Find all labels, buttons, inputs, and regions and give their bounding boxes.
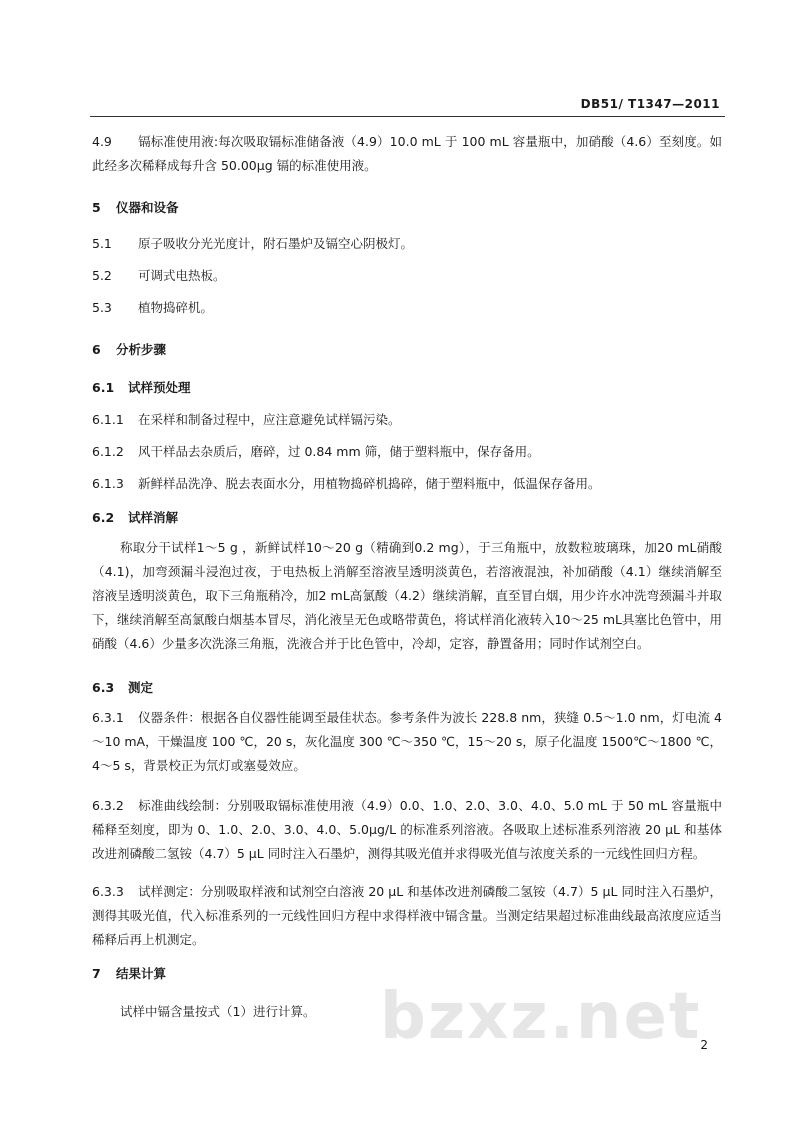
section-title: 结果计算	[116, 966, 167, 981]
clause-number: 6.3.1	[92, 710, 124, 725]
clause-number: 5.3	[92, 300, 112, 315]
section-title: 仪器和设备	[116, 200, 179, 215]
page-number: 2	[700, 1038, 708, 1052]
subsection-number: 6.2	[92, 510, 115, 525]
clause-number: 6.3.3	[92, 884, 124, 899]
clause-number: 6.1.1	[92, 412, 124, 427]
clause-text: 镉标准使用液:每次吸取镉标准储备液（4.9）10.0 mL 于 100 mL 容量瓶中，加硝酸（4.6）至刻度。如此经多次稀释成每升含 50.00μg 镉的标准使用液。	[92, 134, 722, 173]
clause-text: 在采样和制备过程中，应注意避免试样镉污染。	[138, 412, 401, 427]
clause-text: 植物捣碎机。	[138, 300, 214, 315]
clause-6-3-2	[92, 794, 722, 866]
clause-number: 6.1.3	[92, 476, 124, 491]
clause-text: 风干样品去杂质后，磨碎，过 0.84 mm 筛，储于塑料瓶中，保存备用。	[138, 444, 540, 459]
clause-text: 新鲜样品洗净、脱去表面水分，用植物捣碎机捣碎，储于塑料瓶中，低温保存备用。	[138, 476, 601, 491]
header-rule	[90, 116, 725, 117]
subsection-title: 测定	[128, 680, 154, 695]
subsection-6-3-heading	[92, 676, 722, 700]
clause-5-2	[92, 264, 722, 288]
clause-6-2-body: 称取分干试样1～5 g ，新鲜试样10～20 g（精确到0.2 mg），于三角瓶中，放数粒玻璃珠，加20 mL硝酸（4.1)，加弯颈漏斗浸泡过夜，于电热板上消解至溶液呈透明淡黄色，若溶液混浊，补加硝酸（4.1）继续消解至溶液呈透明淡黄色，取下三角瓶稍冷，加2 mL高氯酸（4.2）继续消解，直至冒白烟，用少许水冲洗弯颈漏斗并取下，继续消解至高氯酸白烟基本冒尽，消化液呈无色或略带黄色，将试样消化液转入10～25 mL具塞比色管中，用硝酸（4.6）少量多次洗涤三角瓶，洗液合并于比色管中，冷却，定容，静置备用；同时作试剂空白。	[92, 540, 722, 651]
clause-5-3	[92, 296, 722, 320]
site-watermark: bzxz.net	[380, 980, 702, 1054]
clause-4-9	[92, 130, 722, 178]
clause-text: 仪器条件：根据各自仪器性能调至最佳状态。参考条件为波长 228.8 nm，狭缝 0.5～1.0 nm，灯电流 4～10 mA，干燥温度 100 ℃，20 s，灰化温度 300 ℃～350 ℃，15～20 s，原子化温度 1500℃～1800 ℃，4～5 s，背景校正为氘灯或塞曼效应。	[92, 710, 722, 773]
clause-6-3-1	[92, 706, 722, 778]
section-number: 5	[92, 200, 101, 215]
clause-text: 标准曲线绘制：分别吸取镉标准使用液（4.9）0.0、1.0、2.0、3.0、4.0、5.0 mL 于 50 mL 容量瓶中稀释至刻度，即为 0、1.0、2.0、3.0、4.0、5.0μg/L 的标准系列溶液。各吸取上述标准系列溶液 20 μL 和基体改进剂磷酸二氢铵（4.7）5 μL 同时注入石墨炉，测得其吸光值并求得吸光值与浓度关系的一元线性回归方程。	[92, 798, 722, 861]
clause-number: 4.9	[92, 134, 112, 149]
standard-code: DB51/ T1347—2011	[580, 97, 720, 111]
clause-6-1-2	[92, 440, 722, 464]
clause-number: 6.3.2	[92, 798, 124, 813]
subsection-title: 试样预处理	[128, 380, 191, 395]
clause-number: 6.1.2	[92, 444, 124, 459]
subsection-number: 6.3	[92, 680, 115, 695]
clause-number: 5.1	[92, 236, 112, 251]
section-number: 6	[92, 342, 101, 357]
section-5-heading	[92, 196, 722, 220]
section-7-body: 试样中镉含量按式（1）进行计算。	[120, 1004, 316, 1019]
subsection-title: 试样消解	[128, 510, 179, 525]
section-title: 分析步骤	[116, 342, 167, 357]
clause-6-1-1	[92, 408, 722, 432]
clause-6-3-3	[92, 880, 722, 952]
clause-6-1-3	[92, 472, 722, 496]
subsection-6-1-heading	[92, 376, 722, 400]
clause-number: 5.2	[92, 268, 112, 283]
clause-text: 试样测定：分别吸取样液和试剂空白溶液 20 μL 和基体改进剂磷酸二氢铵（4.7）5 μL 同时注入石墨炉，测得其吸光值，代入标准系列的一元线性回归方程中求得样液中镉含量。当测定结果超过标准曲线最高浓度应适当稀释后再上机测定。	[92, 884, 722, 947]
section-number: 7	[92, 966, 101, 981]
subsection-number: 6.1	[92, 380, 115, 395]
clause-text: 原子吸收分光光度计，附石墨炉及镉空心阴极灯。	[138, 236, 414, 251]
section-6-heading	[92, 338, 722, 362]
clause-5-1	[92, 232, 722, 256]
subsection-6-2-heading	[92, 506, 722, 530]
clause-text: 可调式电热板。	[138, 268, 226, 283]
